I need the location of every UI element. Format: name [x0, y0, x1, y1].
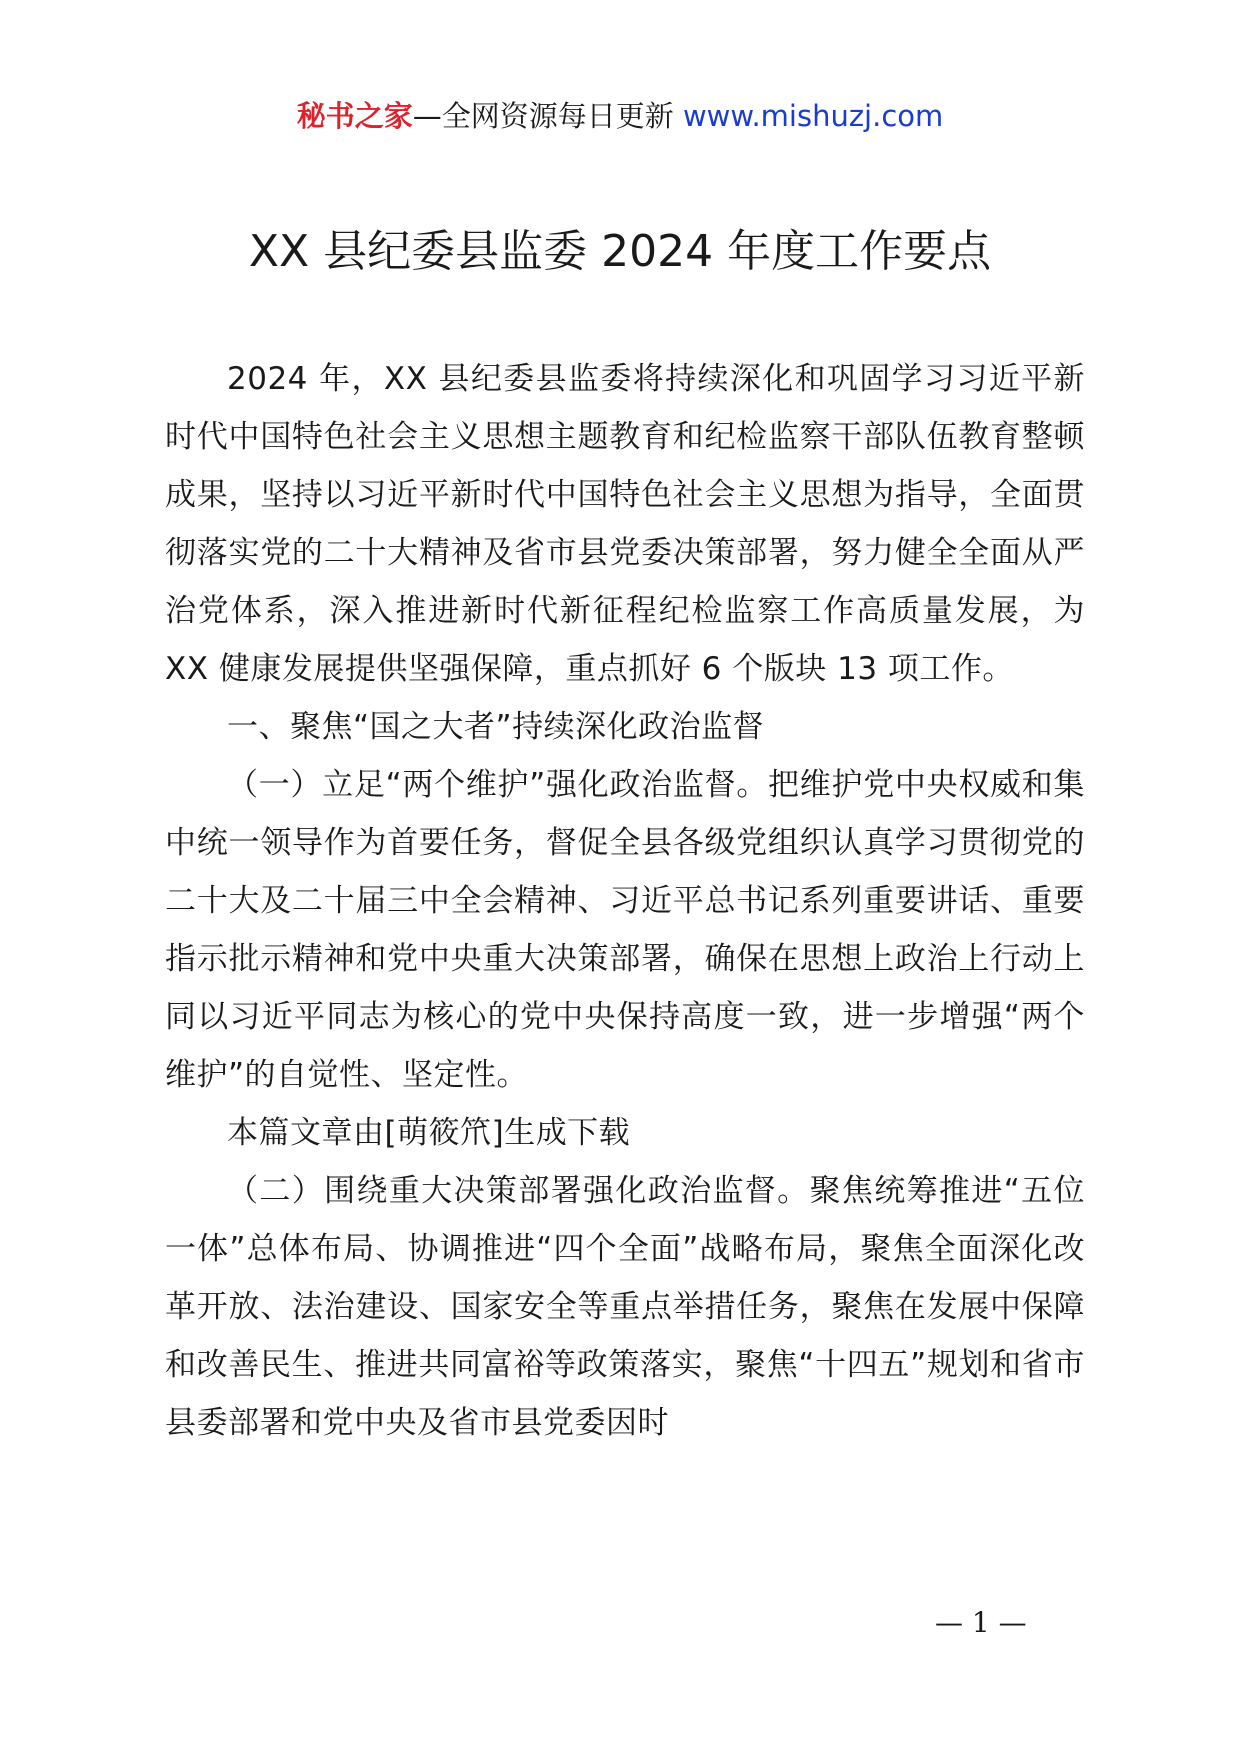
brand-name: 秘书之家	[296, 99, 413, 133]
section-heading: 一、聚焦“国之大者”持续深化政治监督	[227, 709, 765, 745]
site-url-link[interactable]: www.mishuzj.com	[682, 99, 944, 133]
document-body	[165, 350, 1085, 1452]
site-header	[0, 96, 1240, 136]
page-number: — 1 —	[935, 1606, 1027, 1639]
download-notice: 本篇文章由[萌筱笊]生成下载	[227, 1115, 631, 1151]
body-paragraph: （二）围绕重大决策部署强化政治监督。聚焦统筹推进“五位一体”总体布局、协调推进“四个全面”战略布局，聚焦全面深化改革开放、法治建设、国家安全等重点举措任务，聚焦在发展中保障和改善民生、推进共同富裕等政策落实，聚焦“十四五”规划和省市县委部署和党中央及省市县党委因时	[165, 1173, 1085, 1441]
body-paragraph: （一）立足“两个维护”强化政治监督。把维护党中央权威和集中统一领导作为首要任务，督促全县各级党组织认真学习贯彻党的二十大及二十届三中全会精神、习近平总书记系列重要讲话、重要指示批示精神和党中央重大决策部署，确保在思想上政治上行动上同以习近平同志为核心的党中央保持高度一致，进一步增强“两个维护”的自觉性、坚定性。	[165, 767, 1085, 1093]
document-title: XX 县纪委县监委 2024 年度工作要点	[248, 226, 992, 277]
intro-paragraph: 2024 年，XX 县纪委县监委将持续深化和巩固学习习近平新时代中国特色社会主义思想主题教育和纪检监察干部队伍教育整顿成果，坚持以习近平新时代中国特色社会主义思想为指导，全面贯彻落实党的二十大精神及省市县党委决策部署，努力健全全面从严治党体系，深入推进新时代新征程纪检监察工作高质量发展，为 XX 健康发展提供坚强保障，重点抓好 6 个版块 13 项工作。	[165, 361, 1085, 687]
header-tagline: —全网资源每日更新	[412, 99, 674, 133]
